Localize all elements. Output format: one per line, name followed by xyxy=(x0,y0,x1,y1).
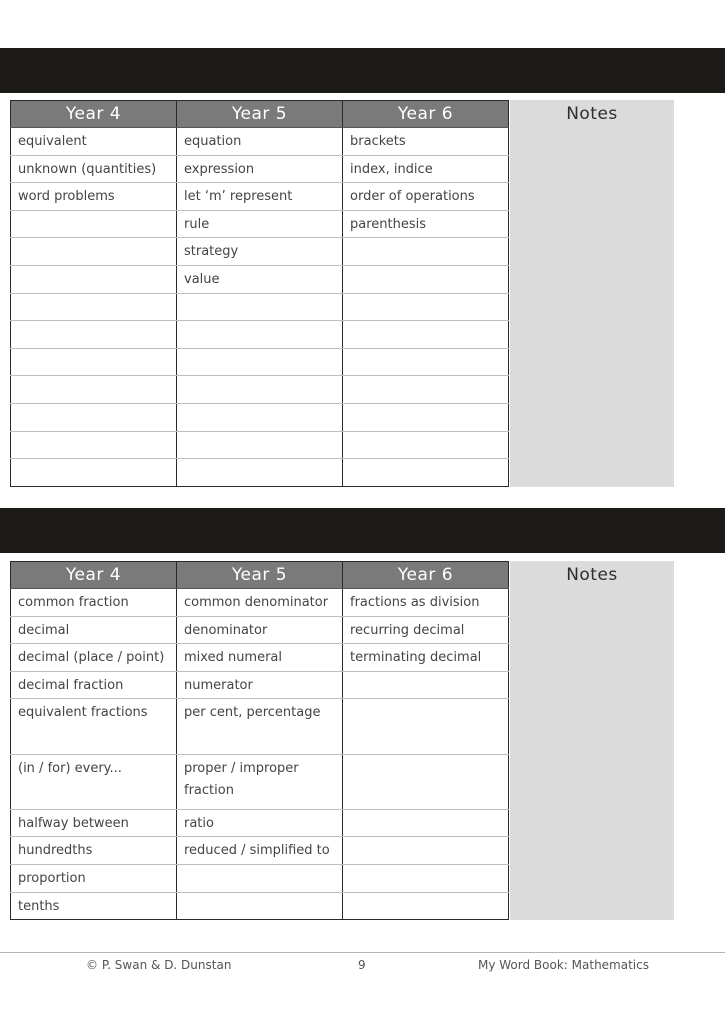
word-cell: unknown (quantities) xyxy=(11,155,177,183)
word-cell: let ‘m’ represent xyxy=(177,183,343,211)
table-row xyxy=(11,431,509,459)
word-cell xyxy=(11,321,177,349)
column-header-year-5: Year 5 xyxy=(177,562,343,589)
table-row xyxy=(11,321,509,349)
word-cell xyxy=(343,431,509,459)
word-cell xyxy=(343,809,509,837)
word-cell: proper / improper fraction xyxy=(177,754,343,809)
table-row xyxy=(11,892,509,920)
footer-divider xyxy=(0,952,725,953)
word-cell: brackets xyxy=(343,128,509,156)
word-cell xyxy=(343,238,509,266)
word-cell xyxy=(177,293,343,321)
table-row xyxy=(11,403,509,431)
word-cell xyxy=(11,293,177,321)
word-cell: fractions as division xyxy=(343,589,509,617)
section-2-header-bar xyxy=(0,508,725,553)
word-cell xyxy=(177,348,343,376)
word-cell: order of operations xyxy=(343,183,509,211)
word-cell: (in / for) every... xyxy=(11,754,177,809)
word-cell xyxy=(177,431,343,459)
word-cell: decimal fraction xyxy=(11,671,177,699)
column-header-year-6: Year 6 xyxy=(343,562,509,589)
word-cell: equivalent xyxy=(11,128,177,156)
table-row xyxy=(11,671,509,699)
word-cell xyxy=(343,699,509,754)
table-row xyxy=(11,238,509,266)
table-row xyxy=(11,864,509,892)
table-row xyxy=(11,616,509,644)
word-cell xyxy=(343,892,509,920)
footer-page-number: 9 xyxy=(358,958,366,972)
table-row xyxy=(11,837,509,865)
notes-title: Notes xyxy=(566,104,618,124)
word-cell xyxy=(343,265,509,293)
table-row xyxy=(11,459,509,487)
word-cell xyxy=(11,265,177,293)
table-row xyxy=(11,183,509,211)
word-cell: value xyxy=(177,265,343,293)
word-cell: proportion xyxy=(11,864,177,892)
notes-title: Notes xyxy=(566,565,618,585)
word-cell: common denominator xyxy=(177,589,343,617)
table-row xyxy=(11,589,509,617)
word-cell: equivalent fractions xyxy=(11,699,177,754)
table-row xyxy=(11,128,509,156)
word-table-2 xyxy=(10,561,509,920)
word-cell: equation xyxy=(177,128,343,156)
notes-panel-1 xyxy=(510,100,674,487)
word-cell: recurring decimal xyxy=(343,616,509,644)
table-row xyxy=(11,348,509,376)
word-cell: tenths xyxy=(11,892,177,920)
word-cell: common fraction xyxy=(11,589,177,617)
word-cell xyxy=(11,376,177,404)
word-cell xyxy=(177,321,343,349)
word-cell: decimal (place / point) xyxy=(11,644,177,672)
table-row xyxy=(11,644,509,672)
notes-panel-2 xyxy=(510,561,674,920)
footer-copyright: © P. Swan & D. Dunstan xyxy=(86,958,232,972)
footer-book-title: My Word Book: Mathematics xyxy=(478,958,649,972)
word-cell: rule xyxy=(177,210,343,238)
word-cell xyxy=(177,459,343,487)
word-cell: numerator xyxy=(177,671,343,699)
word-cell: ratio xyxy=(177,809,343,837)
section-1-header-bar xyxy=(0,48,725,93)
word-cell: word problems xyxy=(11,183,177,211)
word-cell xyxy=(177,376,343,404)
word-cell xyxy=(343,293,509,321)
word-cell: decimal xyxy=(11,616,177,644)
word-cell: terminating decimal xyxy=(343,644,509,672)
column-header-year-5: Year 5 xyxy=(177,101,343,128)
word-cell: reduced / simplified to xyxy=(177,837,343,865)
word-cell: mixed numeral xyxy=(177,644,343,672)
word-cell: index, indice xyxy=(343,155,509,183)
word-cell xyxy=(343,864,509,892)
word-cell xyxy=(343,321,509,349)
table-row xyxy=(11,210,509,238)
word-cell: parenthesis xyxy=(343,210,509,238)
word-cell xyxy=(11,210,177,238)
word-cell xyxy=(11,238,177,266)
word-cell xyxy=(177,864,343,892)
table-row xyxy=(11,376,509,404)
word-cell: hundredths xyxy=(11,837,177,865)
word-cell xyxy=(343,459,509,487)
section-1 xyxy=(10,100,674,487)
table-row xyxy=(11,809,509,837)
word-cell xyxy=(177,892,343,920)
word-cell xyxy=(343,403,509,431)
section-2 xyxy=(10,561,674,920)
word-cell xyxy=(11,459,177,487)
word-cell: denominator xyxy=(177,616,343,644)
table-row xyxy=(11,155,509,183)
column-header-year-6: Year 6 xyxy=(343,101,509,128)
word-cell xyxy=(343,671,509,699)
word-table-1 xyxy=(10,100,509,487)
word-cell xyxy=(11,403,177,431)
table-row xyxy=(11,265,509,293)
word-cell xyxy=(11,348,177,376)
word-cell xyxy=(343,376,509,404)
word-cell xyxy=(11,431,177,459)
word-cell xyxy=(343,754,509,809)
word-cell: expression xyxy=(177,155,343,183)
word-cell xyxy=(343,348,509,376)
table-row xyxy=(11,293,509,321)
column-header-year-4: Year 4 xyxy=(11,562,177,589)
word-cell: strategy xyxy=(177,238,343,266)
word-cell: per cent, percentage xyxy=(177,699,343,754)
table-row xyxy=(11,754,509,809)
column-header-year-4: Year 4 xyxy=(11,101,177,128)
word-cell xyxy=(177,403,343,431)
table-row xyxy=(11,699,509,754)
word-cell xyxy=(343,837,509,865)
word-cell: halfway between xyxy=(11,809,177,837)
